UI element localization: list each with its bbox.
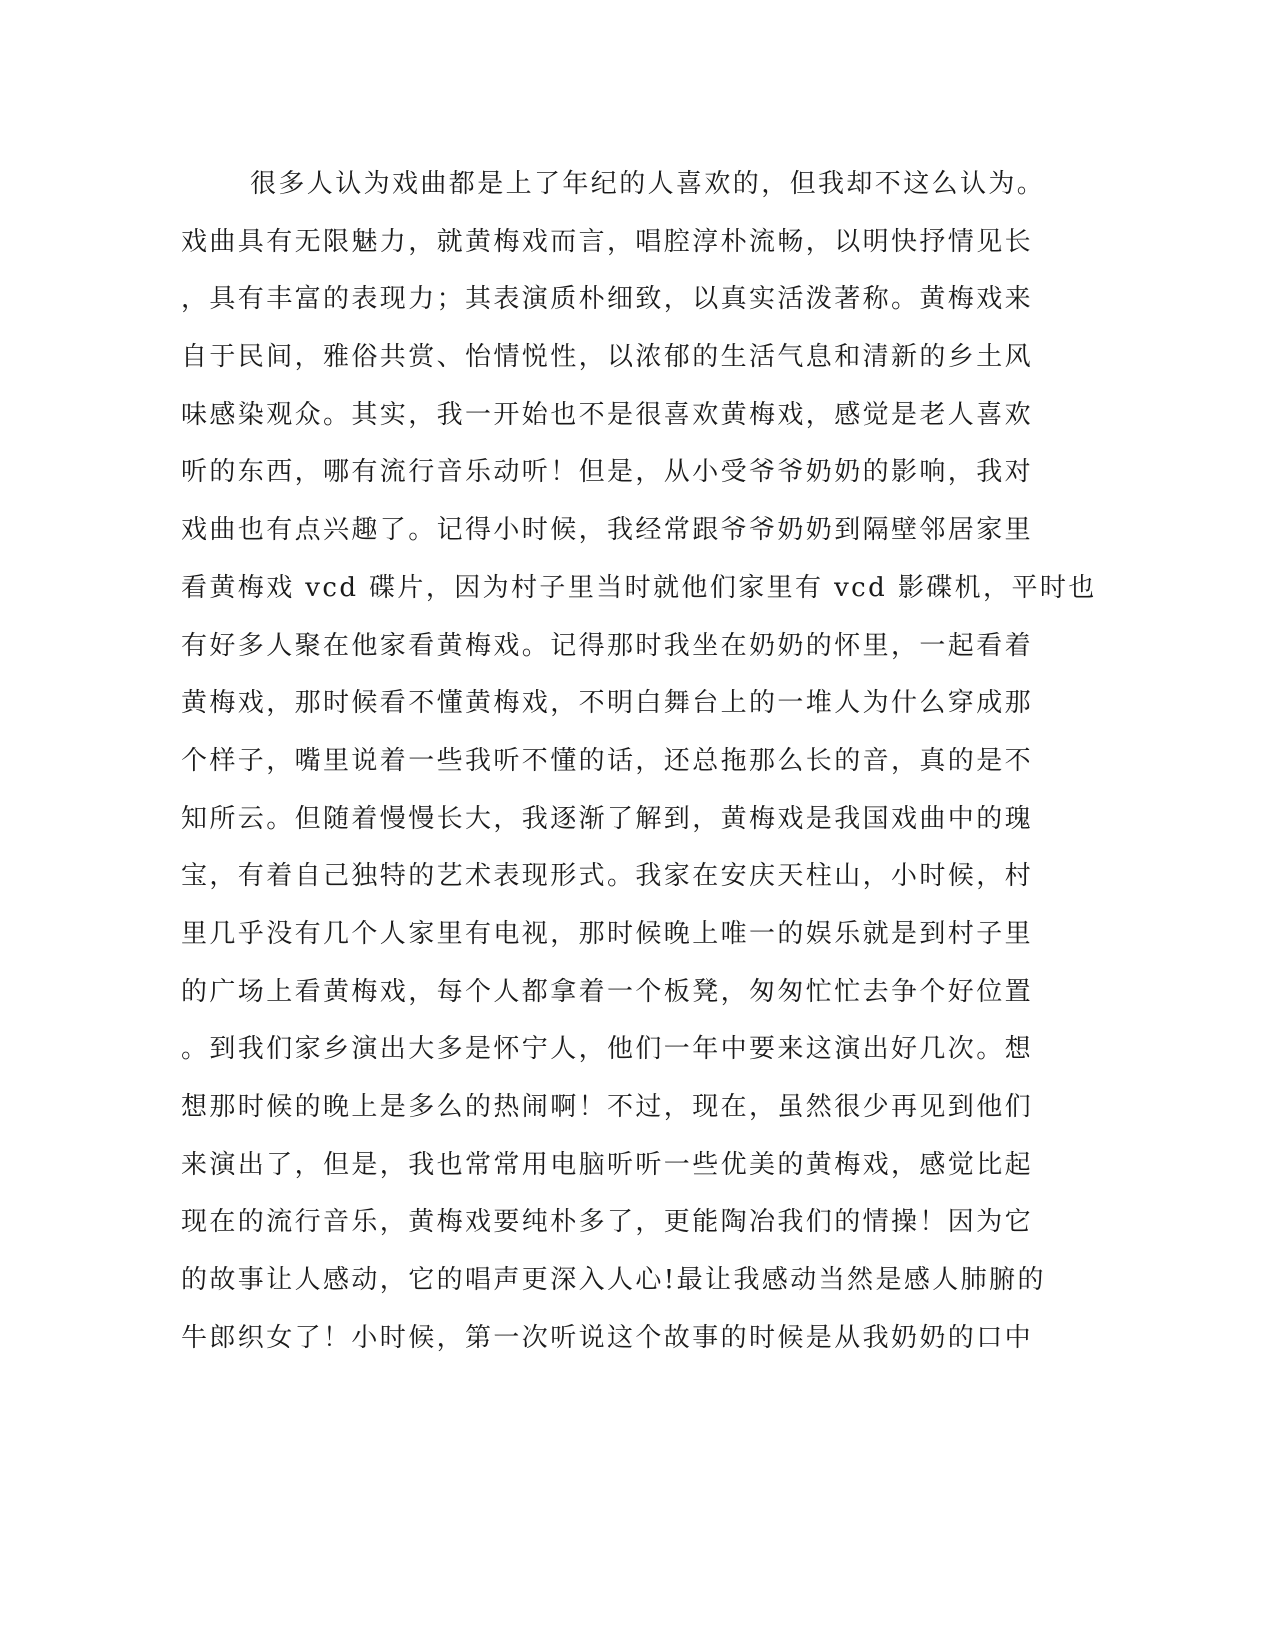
paragraph-line: 看黄梅戏 vcd 碟片，因为村子里当时就他们家里有 vcd 影碟机，平时也 <box>181 572 1097 603</box>
paragraph-line: 想那时候的晚上是多么的热闹啊！不过，现在，虽然很少再见到他们 <box>181 1092 1034 1122</box>
paragraph-line: 自于民间，雅俗共赏、怡情悦性，以浓郁的生活气息和清新的乡土风 <box>181 342 1034 373</box>
paragraph-line: 牛郎织女了！小时候，第一次听说这个故事的时候是从我奶奶的口中 <box>181 1322 1034 1353</box>
paragraph-line: 里几乎没有几个人家里有电视，那时候晚上唯一的娱乐就是到村子里 <box>181 918 1034 949</box>
essay-paragraph <box>181 156 1097 1367</box>
paragraph-line: 宝，有着自己独特的艺术表现形式。我家在安庆天柱山，小时候，村 <box>181 861 1034 892</box>
paragraph-line: 黄梅戏，那时候看不懂黄梅戏，不明白舞台上的一堆人为什么穿成那 <box>181 688 1034 719</box>
paragraph-line: 听的东西，哪有流行音乐动听！但是，从小受爷爷奶奶的影响，我对 <box>181 457 1034 488</box>
paragraph-line: 现在的流行音乐，黄梅戏要纯朴多了，更能陶冶我们的情操！因为它 <box>181 1207 1034 1238</box>
paragraph-line: 有好多人聚在他家看黄梅戏。记得那时我坐在奶奶的怀里，一起看着 <box>181 630 1034 661</box>
paragraph-line: 个样子，嘴里说着一些我听不懂的话，还总拖那么长的音，真的是不 <box>181 745 1034 776</box>
paragraph-line: 戏曲具有无限魅力，就黄梅戏而言，唱腔淳朴流畅，以明快抒情见长 <box>181 226 1034 257</box>
paragraph-line: 知所云。但随着慢慢长大，我逐渐了解到，黄梅戏是我国戏曲中的瑰 <box>181 803 1034 834</box>
paragraph-line: 戏曲也有点兴趣了。记得小时候，我经常跟爷爷奶奶到隔壁邻居家里 <box>181 515 1034 546</box>
paragraph-line: 很多人认为戏曲都是上了年纪的人喜欢的，但我却不这么认为。 <box>250 169 1046 199</box>
paragraph-line: ，具有丰富的表现力；其表演质朴细致，以真实活泼著称。黄梅戏来 <box>181 284 1034 315</box>
paragraph-line: 的故事让人感动，它的唱声更深入人心!最让我感动当然是感人肺腑的 <box>181 1265 1046 1296</box>
paragraph-line: 的广场上看黄梅戏，每个人都拿着一个板凳，匆匆忙忙去争个好位置 <box>181 976 1034 1007</box>
paragraph-line: 来演出了，但是，我也常常用电脑听听一些优美的黄梅戏，感觉比起 <box>181 1149 1034 1180</box>
paragraph-line: 。到我们家乡演出大多是怀宁人，他们一年中要来这演出好几次。想 <box>181 1034 1034 1065</box>
paragraph-line: 味感染观众。其实，我一开始也不是很喜欢黄梅戏，感觉是老人喜欢 <box>181 399 1034 430</box>
